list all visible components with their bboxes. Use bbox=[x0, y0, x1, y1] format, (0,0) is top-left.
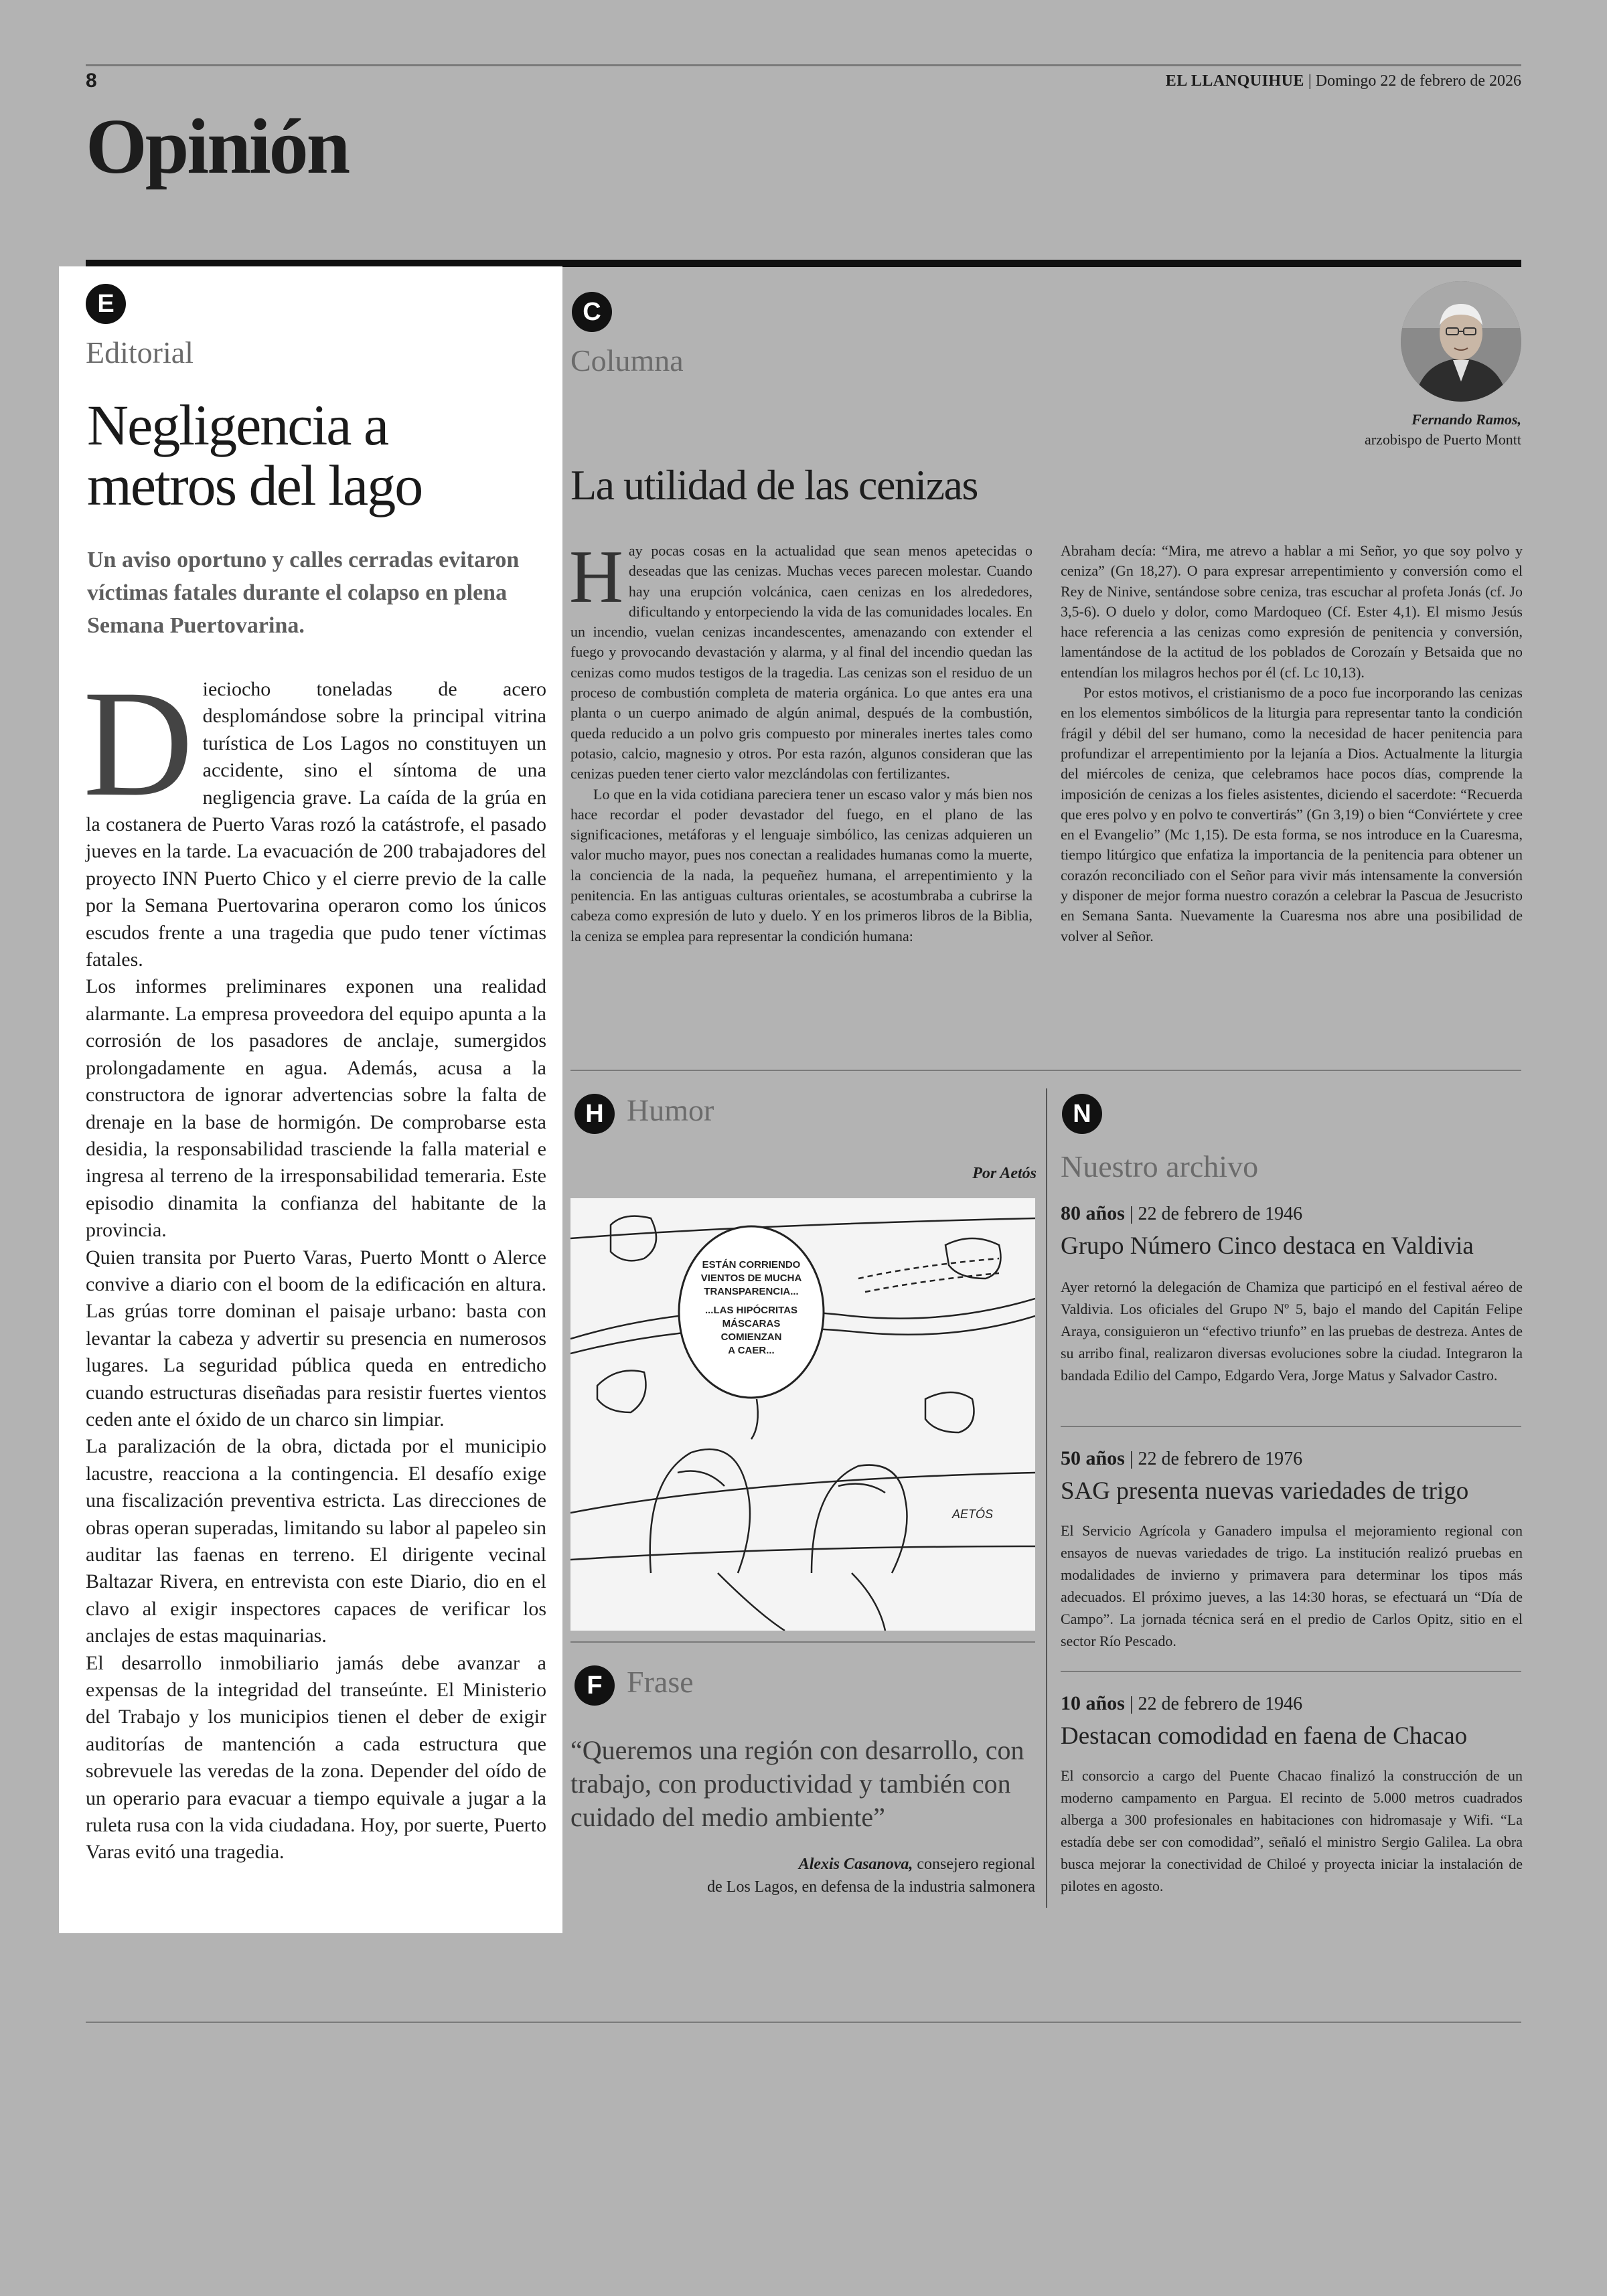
column-badge: C bbox=[572, 292, 612, 332]
archive-item-body: El Servicio Agrícola y Ganadero impulsa el mejoramiento regional con ensayos de nuevas variedades de trigo. La institución realizó pruebas en modalidades de invierno y primavera para determinar los tipos más adecuados. El próximo jueves, a las 14:30 horas, se efectuará un “Día de Campo”. La jornada técnica será en el predio de Carlos Opitz, sitio en el sector Río Pescado. bbox=[1061, 1522, 1523, 1649]
section-title: Opinión bbox=[86, 102, 349, 190]
cartoon-drawing bbox=[570, 1198, 1035, 1631]
footer-rule bbox=[86, 2022, 1521, 2023]
lower-column-divider bbox=[1046, 1088, 1047, 1908]
editorial-paragraph: El desarrollo inmobiliario jamás debe avanzar a expensas de la integridad del transeúnte. El Ministerio del Trabajo y los municipios tienen el deber de exigir auditorías de mantención a cada estructura que sobrevuele las veredas de la zona. Depender del oído de un operario para evacuar a tiempo equivale a jugar a la ruleta rusa con la vida ciudadana. Hoy, por suerte, Puerto Varas evitó una tragedia. bbox=[86, 1651, 546, 1864]
column-text-left bbox=[569, 536, 1032, 947]
column-author bbox=[1365, 410, 1521, 450]
frase-author-context: de Los Lagos, en defensa de la industria salmonera bbox=[707, 1878, 1035, 1896]
author-portrait bbox=[1401, 281, 1521, 402]
humor-badge: H bbox=[575, 1094, 615, 1134]
dateline-separator: | bbox=[1304, 72, 1316, 90]
column-title: La utilidad de las cenizas bbox=[570, 461, 978, 509]
cartoon-bubble-line: A CAER... bbox=[728, 1345, 775, 1356]
archive-item-years bbox=[1061, 1447, 1302, 1470]
archive-date: 22 de febrero de 1976 bbox=[1138, 1449, 1303, 1469]
header-top-rule bbox=[86, 64, 1521, 66]
archive-years-label: 80 años bbox=[1061, 1202, 1125, 1224]
cartoon-bubble-line: TRANSPARENCIA... bbox=[704, 1286, 799, 1297]
archive-item-body: Ayer retornó la delegación de Chamiza que participó en el festival aéreo de Valdivia. Los oficiales del Grupo Nº 5, bajo el mando del Capitán Felipe Araya, consiguieron un “efectivo triunfo” en las pruebas de destreza. Antes de su arribo final, realizaron diversas evoluciones sobre la ciudad. Integraron la bandada Edilio del Campo, Edgardo Vera, Jorge Matus y Salvador Castro. bbox=[1061, 1279, 1523, 1384]
issue-date: Domingo 22 de febrero de 2026 bbox=[1315, 72, 1521, 90]
archive-item-years bbox=[1061, 1202, 1302, 1225]
humor-bottom-rule bbox=[570, 1641, 1035, 1643]
archive-date: 22 de febrero de 1946 bbox=[1138, 1204, 1303, 1224]
cartoon-bubble-line: MÁSCARAS bbox=[722, 1318, 781, 1329]
editorial-kicker: Editorial bbox=[86, 335, 194, 370]
editorial-paragraph: ieciocho toneladas de acero desplomándose sobre la principal vitrina turística de Los Lagos no constituyen un accidente, sino el síntoma de una negligencia grave. La caída de la grúa en la costanera de Puerto Varas rozó la catástrofe, el pasado jueves en la tarde. La evacuación de 200 trabajadores del proyecto INN Puerto Chico y el cierre previo de la calle por la Semana Puertovarina operaron como los únicos escudos frente a una tragedia que pudo tener víctimas fatales. bbox=[86, 678, 546, 971]
archive-item-body: El consorcio a cargo del Puente Chacao finalizó la construcción de un moderno campamento en Pargua. El recinto de 5.000 metros cuadrados alberga a 300 profesionales en habitaciones con hidromasaje y Wifi. “La estadía debe ser con comodidad”, señaló el ministro Sergio Galilea. La obra busca mejorar la conectividad de Chiloé y proyecta iniciar la instalación de pilotes en agosto. bbox=[1061, 1767, 1523, 1894]
archive-badge: N bbox=[1062, 1094, 1102, 1134]
column-kicker: Columna bbox=[570, 343, 684, 378]
cartoon-signature: AETÓS bbox=[952, 1507, 994, 1521]
archive-item-headline: Grupo Número Cinco destaca en Valdivia bbox=[1061, 1232, 1474, 1260]
page-number: 8 bbox=[86, 70, 97, 92]
editorial-paragraph: Los informes preliminares exponen una realidad alarmante. La empresa proveedora del equipo apunta a la corrosión de los pasadores de anclaje, sumergidos prolongadamente en agua. Además, acusa a la constructora de ignorar advertencias sobre la falta de drenaje en la base de hormigón. De comprobarse esta desidia, la responsabilidad trasciende la falla material e ingresa al terreno de la irresponsabilidad temeraria. Este episodio dinamita la confianza del habitante de la provincia. bbox=[86, 975, 546, 1242]
cartoon-bubble-line: ...LAS HIPÓCRITAS bbox=[704, 1305, 798, 1316]
column-text-right bbox=[1061, 541, 1523, 947]
editorial-title: Negligencia a metros del lago bbox=[87, 393, 423, 517]
archive-item-rule bbox=[1061, 1671, 1521, 1672]
editorial-dropcap: D bbox=[83, 659, 194, 828]
frase-author-role: consejero regional bbox=[913, 1856, 1035, 1873]
editorial-paragraph: Quien transita por Puerto Varas, Puerto Montt o Alerce convive a diario con el boom de la edificación en altura. Las grúas torre dominan el paisaje urbano: basta con levantar la cabeza y advertir su presencia en numerosos lugares. La seguridad pública queda en entredicho cuando estructuras diseñadas para resistir fuertes vientos ceden ante el óxido de un charco sin limpiar. bbox=[86, 1246, 546, 1430]
dateline bbox=[1166, 72, 1521, 90]
frase-kicker: Frase bbox=[627, 1665, 694, 1699]
column-dropcap: H bbox=[569, 536, 623, 619]
archive-date-separator: | bbox=[1124, 1694, 1138, 1714]
frase-attribution bbox=[570, 1853, 1035, 1898]
archive-years-label: 10 años bbox=[1061, 1692, 1125, 1714]
archive-item-headline: Destacan comodidad en faena de Chacao bbox=[1061, 1722, 1468, 1750]
column-author-role: arzobispo de Puerto Montt bbox=[1364, 431, 1521, 448]
archive-years-label: 50 años bbox=[1061, 1447, 1125, 1469]
archive-item-headline: SAG presenta nuevas variedades de trigo bbox=[1061, 1477, 1469, 1505]
frase-quote: “Queremos una región con desarrollo, con trabajo, con productividad y también con cuidado del medio ambiente” bbox=[570, 1735, 1024, 1832]
humor-kicker: Humor bbox=[627, 1093, 714, 1127]
archive-date-separator: | bbox=[1124, 1204, 1138, 1224]
cartoon-bubble-line: ESTÁN CORRIENDO bbox=[702, 1259, 801, 1270]
column-paragraph: Lo que en la vida cotidiana pareciera tener un escaso valor y más bien nos hace recordar el poder devastador del fuego, en el plano de las significaciones, metáforas y el lenguaje simbólico, las cenizas adquieren un valor mucho mayor, pues nos conectan a realidades humanas como la muerte, la conciencia de la nada, la pequeñez humana, el arrepentimiento y la penitencia. En las antiguas culturas orientales, se acostumbraba a cubrirse la cabeza como expresión de luto y duelo. Y en los primeros libros de la Biblia, la ceniza se emplea para representar la condición humana: bbox=[570, 785, 1032, 945]
humor-byline: Por Aetós bbox=[972, 1165, 1037, 1182]
editorial-body bbox=[83, 659, 546, 1866]
column-paragraph: Abraham decía: “Mira, me atrevo a hablar a mi Señor, yo que soy polvo y ceniza” (Gn 18,27). O para expresar arrepentimiento y conversión como el Rey de Ninive, sentándose sobre ceniza, tras escuchar al profeta Jonás (cf. Jo 3,5-6). O duelo y dolor, como Mardoqueo (Cf. Ester 4,1). El mismo Jesús hace referencia a las cenizas como expresión de penitencia y conversión, lamentándose de la actitud de los poblados de Corozaín y Betsaida que no entendían los milagros hechos por él (cf. Lc 10,13). bbox=[1061, 542, 1523, 681]
author-portrait-image bbox=[1401, 281, 1521, 402]
frase-badge: F bbox=[575, 1665, 615, 1706]
cartoon-bubble-line: VIENTOS DE MUCHA bbox=[700, 1273, 802, 1284]
column-paragraph: ay pocas cosas en la actualidad que sean menos apetecidas o deseadas que las cenizas. Muchas veces parecen molestar. Cuando hay una erupción volcánica, caen cenizas en los alrededores, dificultando y entorpeciendo la vida de las comunidades locales. En un incendio, vuelan cenizas incandescentes, amenazando con extender el fuego y provocando devastación y alarma, y al final del incendio quedan las cenizas como mudos testigos de la tragedia. Las cenizas son el residuo de un proceso de combustión completa de materia orgánica. Lo que antes era una planta o un cuerpo animado de algún animal, después de la combustión, queda reducido a un polvo gris compuesto por minerales inertes tales como potasio, calcio, magnesio y otros. Por esta razón, algunos consideran que las cenizas pueden tener cierto valor mezclándolas con fertilizantes. bbox=[570, 542, 1032, 783]
humor-cartoon bbox=[570, 1198, 1035, 1631]
archive-item-rule bbox=[1061, 1426, 1521, 1427]
archive-date: 22 de febrero de 1946 bbox=[1138, 1694, 1303, 1714]
frase-author: Alexis Casanova, bbox=[798, 1856, 913, 1873]
editorial-paragraph: La paralización de la obra, dictada por el municipio lacustre, reacciona a la contingencia. El desafío exige una fiscalización preventiva estricta. Las direcciones de obras operan superadas, limitando su labor al papeleo sin auditar las faenas en terreno. El dirigente vecinal Baltazar Rivera, en entrevista con este Diario, dio en el clavo al exigir inspectores capaces de verificar los anclajes de estas maquinarias. bbox=[86, 1435, 546, 1647]
editorial-lead: Un aviso oportuno y calles cerradas evitaron víctimas fatales durante el colapso en plena Semana Puertovarina. bbox=[87, 548, 520, 638]
newspaper-name: EL LLANQUIHUE bbox=[1165, 72, 1304, 90]
column-paragraph: Por estos motivos, el cristianismo de a poco fue incorporando las cenizas en los elementos simbólicos de la liturgia para representar tanto la condición frágil y débil del ser humano, como la necesidad de hacer penitencia para profundizar el arrepentimiento por la lejanía a Dios. Actualmente la liturgia del miércoles de ceniza, que celebramos hace pocos días, comprende la imposición de cenizas a los fieles asistentes, diciendo el sacerdote: “Recuerda que eres polvo y en polvo te convertirás” (Gn 3,19) o bien “Conviértete y cree en el Evangelio” (Mc 1,15). De esta forma, se nos introduce en la Cuaresma, tiempo litúrgico que enfatiza la importancia de la penitencia para obtener un corazón reconciliado con el Señor para vivir más intensamente la conversión y disponer de mejor forma nuestro corazón a celebrar la Pascua de Jesucristo en Semana Santa. Nuevamente la Cuaresma nos abre una posibilidad de volver al Señor. bbox=[1061, 684, 1523, 945]
editorial-badge: E bbox=[86, 284, 126, 324]
cartoon-bubble-line: COMIENZAN bbox=[720, 1331, 782, 1343]
archive-item-years bbox=[1061, 1692, 1302, 1715]
archive-kicker: Nuestro archivo bbox=[1061, 1149, 1259, 1183]
column-author-name: Fernando Ramos, bbox=[1411, 411, 1521, 428]
column-bottom-rule bbox=[570, 1070, 1521, 1071]
archive-date-separator: | bbox=[1124, 1449, 1138, 1469]
